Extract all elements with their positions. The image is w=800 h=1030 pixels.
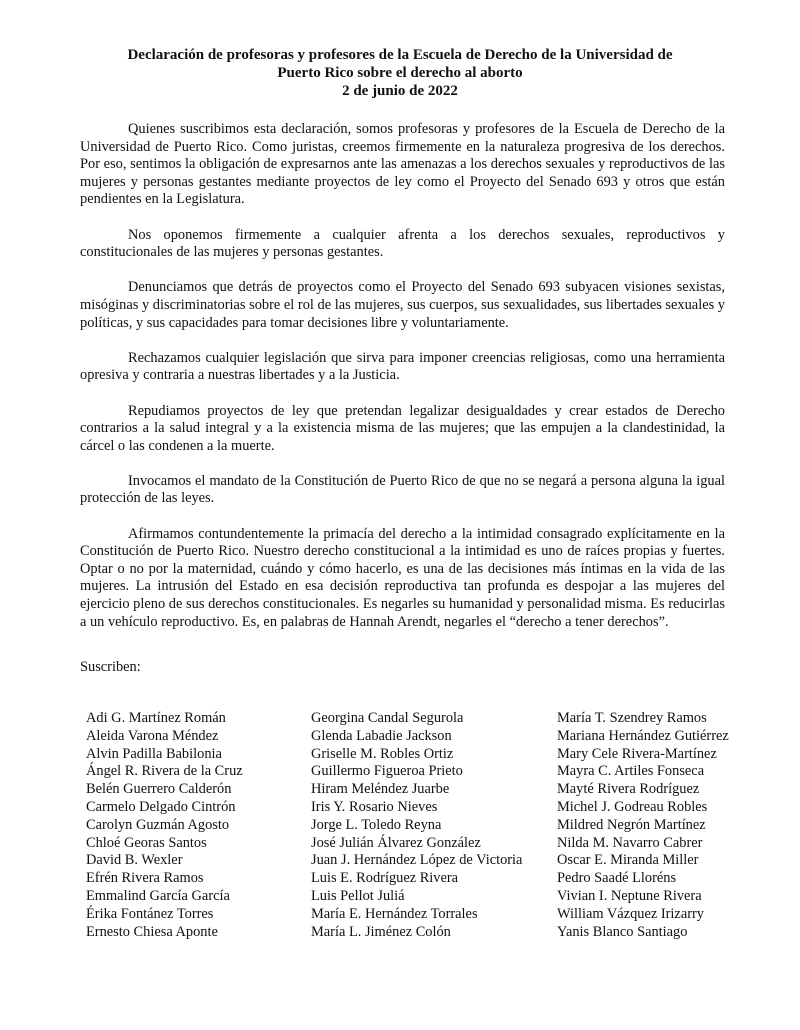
- paragraph: Afirmamos contundentemente la primacía del derecho a la intimidad consagrado explícitamente en la Constitución de Puerto Rico. Nuestro derecho constitucional a la intimidad es uno de raíces propias y fuertes. Optar o no por la maternidad, cuándo y cómo hacerlo, es una de las decisiones más íntimas en la vida de las mujeres. La intrusión del Estado en esa decisión reproductiva tan profunda es despojar a las mujeres del ejercicio pleno de sus derechos constitucionales. Es negarles su humanidad y personalidad misma. Es reducirlas a un vehículo reproductivo. Es, en palabras de Hannah Arendt, negarles el “derecho a tener derechos”.: [80, 525, 725, 630]
- signatory-name: Nilda M. Navarro Cabrer: [557, 834, 703, 851]
- paragraph: Rechazamos cualquier legislación que sirva para imponer creencias religiosas, como una herramienta opresiva y contraria a nuestras libertades y a la Justicia.: [80, 349, 725, 384]
- signatory-name: Belén Guerrero Calderón: [86, 781, 232, 798]
- signatory-name: Aleida Varona Méndez: [86, 727, 219, 744]
- signatory-name: Luis E. Rodríguez Rivera: [311, 870, 459, 887]
- signatory-name: Mildred Negrón Martínez: [557, 816, 706, 833]
- document-title: [60, 46, 740, 100]
- title-line-2: Puerto Rico sobre el derecho al aborto: [277, 65, 523, 81]
- paragraph: Invocamos el mandato de la Constitución de Puerto Rico de que no se negará a persona alguna la igual protección de las leyes.: [80, 472, 725, 507]
- signatory-name: Georgina Candal Segurola: [311, 710, 464, 726]
- signatory-name: Efrén Rivera Ramos: [86, 870, 204, 887]
- signatory-name: Emmalind García García: [86, 887, 230, 904]
- signatory-name: Luis Pellot Juliá: [311, 887, 405, 904]
- signatory-name: María T. Szendrey Ramos: [557, 710, 707, 726]
- signatory-name: Guillermo Figueroa Prieto: [311, 763, 463, 780]
- signatory-name: Glenda Labadie Jackson: [311, 727, 452, 744]
- signatory-name: Michel J. Godreau Robles: [557, 798, 708, 815]
- signatory-name: Yanis Blanco Santiago: [557, 923, 688, 940]
- signatory-name: Chloé Georas Santos: [86, 834, 207, 851]
- signatory-name: Mayra C. Artiles Fonseca: [557, 763, 705, 780]
- signatory-name: Jorge L. Toledo Reyna: [311, 816, 442, 833]
- signatory-name: Carolyn Guzmán Agosto: [86, 816, 230, 833]
- signatory-name: Mayté Rivera Rodríguez: [557, 781, 700, 798]
- signatory-name: Griselle M. Robles Ortiz: [311, 745, 454, 762]
- signatory-name: Carmelo Delgado Cintrón: [86, 798, 236, 815]
- signatory-name: Ernesto Chiesa Aponte: [86, 923, 218, 940]
- signatory-name: Iris Y. Rosario Nieves: [311, 798, 438, 815]
- paragraph: Quienes suscribimos esta declaración, somos profesoras y profesores de la Escuela de Derecho de la Universidad de Puerto Rico. Como juristas, creemos firmemente en la naturaleza progresiva de los derechos. Por eso, sentimos la obligación de expresarnos ante las amenazas a los derechos sexuales y reproductivos de las mujeres y personas gestantes mediante proyectos de ley como el Proyecto del Senado 693 y otros que están pendientes en la Legislatura.: [80, 121, 725, 208]
- signatories-column-2: [311, 710, 522, 941]
- signatories-column-1: [86, 710, 243, 941]
- title-line-1: Declaración de profesoras y profesores de la Escuela de Derecho de la Universidad de: [127, 47, 673, 63]
- signatory-name: Alvin Padilla Babilonia: [86, 745, 222, 762]
- signatory-name: Pedro Saadé Lloréns: [557, 870, 677, 887]
- signatory-name: Juan J. Hernández López de Victoria: [311, 852, 523, 869]
- declaration-body: [80, 121, 725, 649]
- paragraph: Denunciamos que detrás de proyectos como el Proyecto del Senado 693 subyacen visiones sexistas, misóginas y discriminatorias sobre el rol de las mujeres, sus cuerpos, sus sexualidades, sus libertades sexuales y políticas, y sus capacidades para tomar decisiones libre y voluntariamente.: [80, 279, 725, 331]
- signatory-name: María E. Hernández Torrales: [311, 905, 478, 922]
- signatory-name: Vivian I. Neptune Rivera: [557, 887, 702, 904]
- signatory-name: Ángel R. Rivera de la Cruz: [86, 763, 243, 780]
- signatory-name: Adi G. Martínez Román: [86, 710, 226, 726]
- signatory-name: Érika Fontánez Torres: [86, 905, 214, 922]
- signatory-name: Mariana Hernández Gutiérrez: [557, 727, 729, 744]
- signatory-name: Hiram Meléndez Juarbe: [311, 781, 450, 798]
- signatory-name: María L. Jiménez Colón: [311, 923, 451, 940]
- paragraph: Repudiamos proyectos de ley que pretendan legalizar desigualdades y crear estados de Derecho contrarios a la salud integral y a la existencia misma de las mujeres; que las empujen a la clandestinidad, la cárcel o las condenen a la muerte.: [80, 402, 725, 454]
- document-date: 2 de junio de 2022: [342, 83, 458, 99]
- paragraph: Nos oponemos firmemente a cualquier afrenta a los derechos sexuales, reproductivos y constitucionales de las mujeres y personas gestantes.: [80, 226, 725, 261]
- signatories-column-3: [557, 710, 729, 941]
- signatory-name: José Julián Álvarez González: [311, 834, 481, 851]
- signatory-name: William Vázquez Irizarry: [557, 905, 704, 922]
- signatories-label: Suscriben:: [80, 659, 141, 675]
- signatory-name: Oscar E. Miranda Miller: [557, 852, 699, 869]
- signatory-name: Mary Cele Rivera-Martínez: [557, 745, 717, 762]
- signatory-name: David B. Wexler: [86, 852, 183, 869]
